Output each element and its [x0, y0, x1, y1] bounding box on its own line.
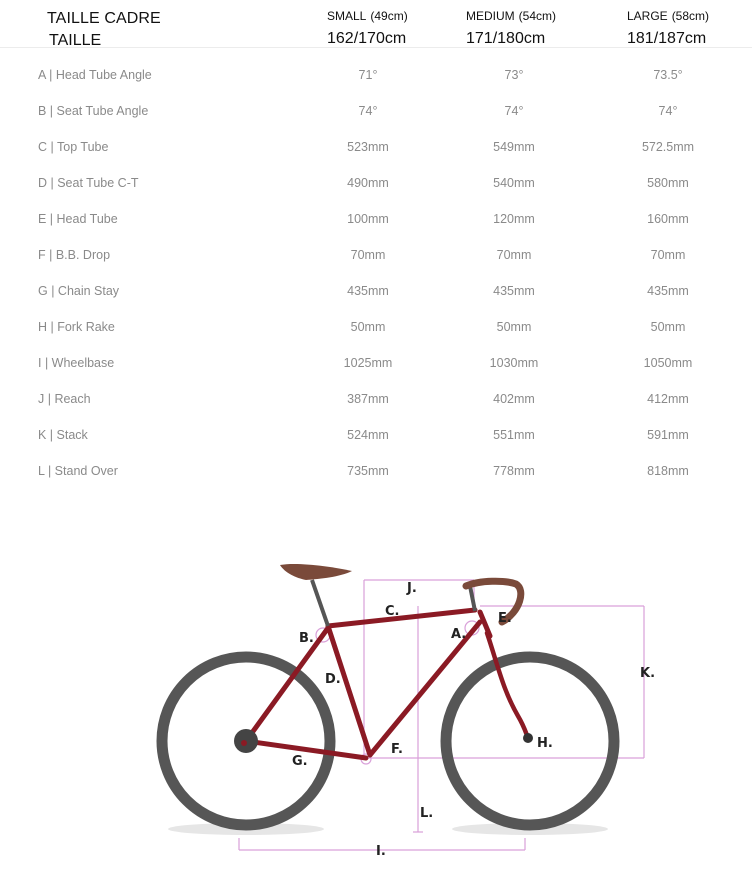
front-hub [523, 733, 533, 743]
column-small-size: (49cm) [370, 9, 408, 23]
row-label: C | Top Tube [38, 140, 109, 154]
medium-value: 50mm [496, 320, 532, 334]
label-e: E. [498, 611, 512, 626]
row-label: F | B.B. Drop [38, 248, 111, 262]
column-medium [466, 9, 556, 48]
large-value: 580mm [647, 176, 689, 190]
large-value: 1050mm [643, 356, 693, 370]
large-value: 70mm [650, 248, 686, 262]
table-row [0, 383, 752, 419]
large-value: 74° [658, 104, 678, 118]
row-label: J | Reach [38, 392, 91, 406]
small-value: 435mm [347, 284, 389, 298]
small-value: 50mm [350, 320, 386, 334]
row-label: E | Head Tube [38, 212, 118, 226]
large-value: 50mm [650, 320, 686, 334]
medium-value: 73° [504, 68, 524, 82]
small-value: 74° [358, 104, 378, 118]
label-i: I. [376, 844, 386, 859]
small-value: 100mm [347, 212, 389, 226]
small-value: 524mm [347, 428, 389, 442]
small-value: 523mm [347, 140, 389, 154]
column-small [327, 9, 408, 48]
label-f: F. [391, 742, 403, 757]
row-label: H | Fork Rake [38, 320, 115, 334]
rider-size-title: TAILLE [49, 32, 102, 49]
table-row [0, 455, 752, 491]
small-value: 71° [358, 68, 378, 82]
rear-axle [241, 740, 247, 746]
label-b: B. [299, 631, 314, 646]
row-label: A | Head Tube Angle [38, 68, 152, 82]
label-j: J. [407, 581, 417, 596]
row-label: D | Seat Tube C-T [38, 176, 139, 190]
small-value: 490mm [347, 176, 389, 190]
label-d: D. [325, 672, 341, 687]
column-large-size: (58cm) [671, 9, 710, 23]
table-row [0, 95, 752, 131]
medium-value: 435mm [493, 284, 535, 298]
medium-value: 74° [504, 104, 524, 118]
table-row [0, 239, 752, 275]
fork [487, 633, 528, 738]
large-value: 818mm [647, 464, 689, 478]
label-h: H. [537, 736, 553, 751]
large-value: 412mm [647, 392, 689, 406]
large-value: 73.5° [653, 68, 683, 82]
medium-value: 1030mm [489, 356, 539, 370]
medium-value: 540mm [493, 176, 535, 190]
medium-value: 120mm [493, 212, 535, 226]
label-a: A. [451, 627, 467, 642]
row-label: G | Chain Stay [38, 284, 120, 298]
table-row [0, 275, 752, 311]
table-row [0, 419, 752, 455]
column-large-range: 181/187cm [627, 30, 707, 47]
seatpost [312, 580, 328, 626]
row-label: B | Seat Tube Angle [38, 104, 149, 118]
table-row [0, 59, 752, 95]
large-value: 572.5mm [641, 140, 695, 154]
row-label: I | Wheelbase [38, 356, 115, 370]
small-value: 1025mm [343, 356, 393, 370]
table-row [0, 131, 752, 167]
frame-size-title: TAILLE CADRE [47, 10, 161, 27]
column-small-range: 162/170cm [327, 30, 407, 47]
small-value: 735mm [347, 464, 389, 478]
large-value: 591mm [647, 428, 689, 442]
label-k: K. [640, 666, 656, 681]
column-small-name: SMALL [327, 9, 367, 23]
geometry-table [0, 59, 752, 491]
medium-value: 70mm [496, 248, 532, 262]
table-row [0, 167, 752, 203]
label-c: C. [385, 604, 400, 619]
column-medium-size: (54cm) [518, 9, 557, 23]
small-value: 70mm [350, 248, 386, 262]
label-g: G. [292, 754, 308, 769]
table-row [0, 311, 752, 347]
column-medium-name: MEDIUM [466, 9, 515, 23]
size-header [47, 9, 161, 51]
row-label: K | Stack [38, 428, 88, 442]
medium-value: 778mm [493, 464, 535, 478]
small-value: 387mm [347, 392, 389, 406]
column-large [627, 9, 709, 48]
large-value: 160mm [647, 212, 689, 226]
column-large-name: LARGE [627, 9, 668, 23]
table-row [0, 203, 752, 239]
medium-value: 549mm [493, 140, 535, 154]
table-row [0, 347, 752, 383]
saddle [280, 564, 352, 580]
bike-geometry-diagram [0, 540, 752, 876]
row-label: L | Stand Over [38, 464, 118, 478]
column-medium-range: 171/180cm [466, 30, 546, 47]
medium-value: 551mm [493, 428, 535, 442]
label-l: L. [420, 806, 434, 821]
large-value: 435mm [647, 284, 689, 298]
medium-value: 402mm [493, 392, 535, 406]
